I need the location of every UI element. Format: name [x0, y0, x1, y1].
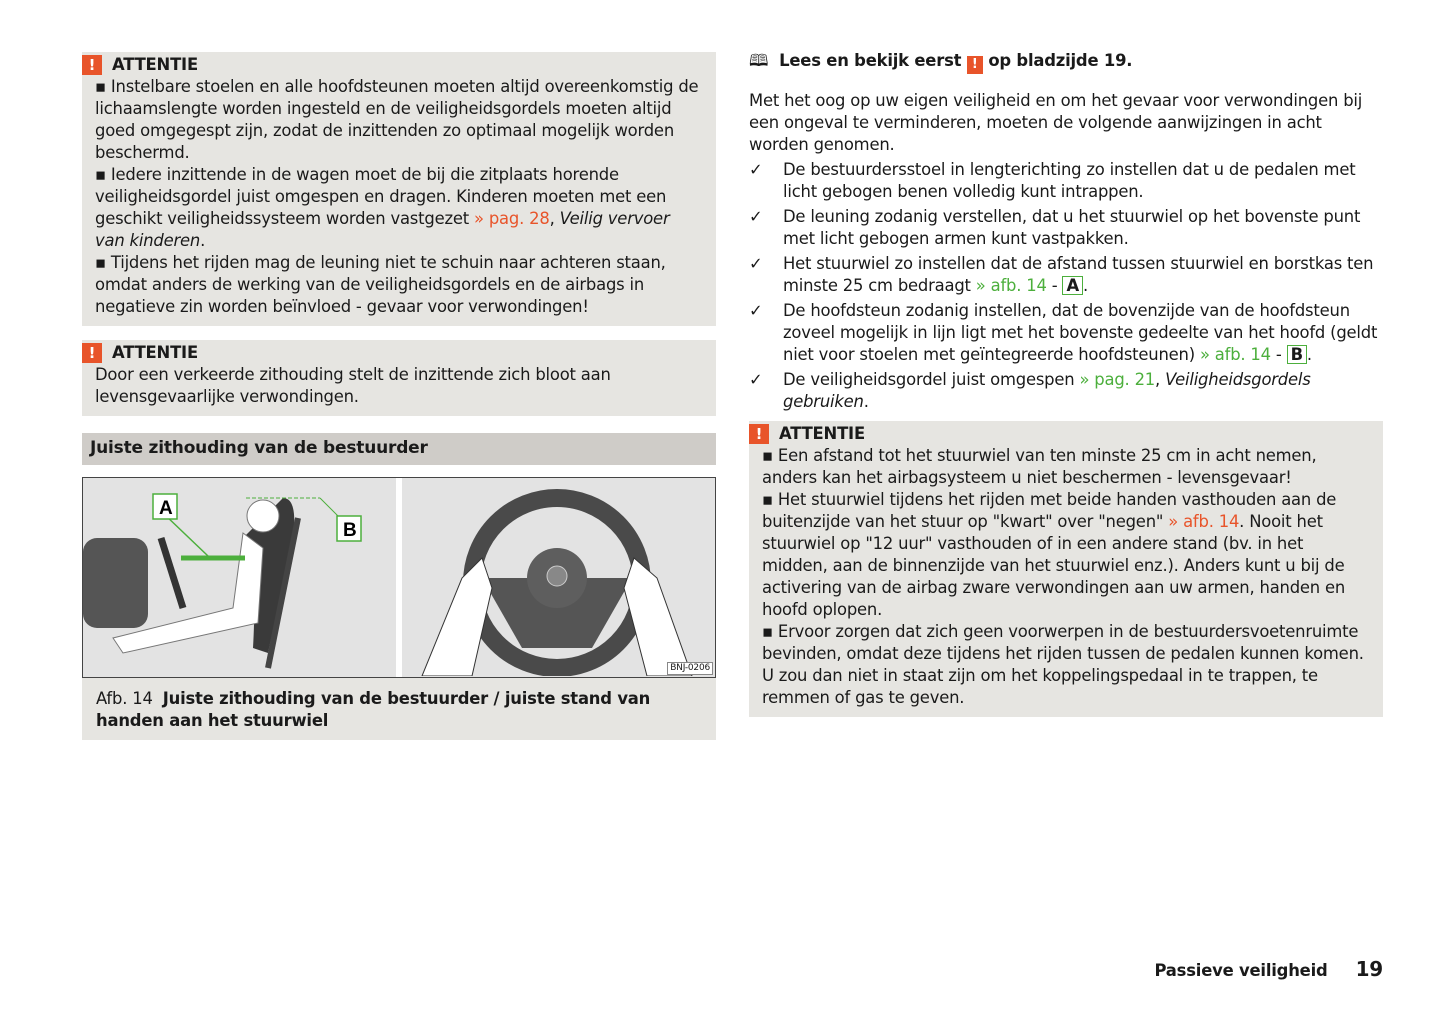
- list-item: ✓ De bestuurdersstoel in lengterichting zo instellen dat u de pedalen met licht gebogen benen volledig kunt intrappen.: [749, 160, 1356, 201]
- page-link[interactable]: » pag. 28: [473, 209, 550, 228]
- read-first-note: 🕮 Lees en bekijk eerst ! op bladzijde 19.: [749, 51, 1133, 72]
- warning-box-1: [82, 52, 716, 326]
- figure-14: [82, 477, 716, 678]
- page-footer: [1154, 958, 1383, 982]
- warning-text: ▪ Instelbare stoelen en alle hoofdsteunen moeten altijd overeenkomstig de lichaamslengte worden ingesteld en de veiligheidsgordels moeten altijd goed omgegespt zijn, zodat de inzittenden zo optimaal mogelijk worden beschermd.: [95, 77, 699, 162]
- left-column: [82, 52, 716, 740]
- warning-text: ▪ Ervoor zorgen dat zich geen voorwerpen in de bestuurdersvoetenruimte bevinden, omdat deze tijdens het rijden tussen de pedalen kunnen komen. U zou dan niet in staat zijn om het koppelingspedaal in te trappen, te remmen of gas te geven.: [762, 622, 1364, 707]
- figure-link[interactable]: » afb. 14: [975, 276, 1047, 295]
- warning-title: ATTENTIE: [112, 343, 198, 362]
- list-item: ✓ De veiligheidsgordel juist omgespen » pag. 21, Veiligheidsgordels gebruiken.: [749, 370, 1311, 411]
- figure-link[interactable]: » afb. 14: [1168, 512, 1240, 531]
- figure-link[interactable]: » afb. 14: [1199, 345, 1271, 364]
- section-heading: Juiste zithouding van de bestuurder: [82, 433, 716, 465]
- checklist: [749, 159, 1383, 413]
- footer-section: Passieve veiligheid: [1154, 961, 1328, 980]
- page-link[interactable]: » pag. 21: [1079, 370, 1156, 389]
- steering-wheel-illustration: [402, 478, 715, 677]
- right-column: [749, 50, 1383, 717]
- warning-text: ▪ Tijdens het rijden mag de leuning niet te schuin naar achteren staan, omdat anders de werking van de veiligheidsgordels en de airbags in negatieve zin worden beïnvloed - gevaar voor verwondingen!: [95, 253, 666, 316]
- warning-text: ▪ Het stuurwiel tijdens het rijden met beide handen vasthouden aan de buitenzijde van het stuur op "kwart" over "negen" » afb. 14. Nooit het stuurwiel op "12 uur" vasthouden of in een andere stand (bv. in het midden, aan de binnenzijde van het stuurwiel enz.). Anders kunt u bij de activering van de airbag zware verwondingen aan uw armen, handen en hoofd oplopen.: [762, 490, 1346, 619]
- label-b: B: [1287, 345, 1307, 364]
- label-a: A: [1062, 276, 1083, 295]
- warning-icon: !: [82, 55, 102, 75]
- page-number: 19: [1355, 957, 1383, 981]
- book-icon: 🕮: [749, 51, 769, 70]
- warning-icon: !: [967, 56, 983, 74]
- warning-box-3: [749, 421, 1383, 717]
- warning-title: ATTENTIE: [779, 424, 865, 443]
- label-a: A: [159, 498, 173, 519]
- label-b: B: [343, 520, 357, 541]
- warning-box-2: [82, 340, 716, 416]
- figure-caption: Afb. 14 Juiste zithouding van de bestuurder / juiste stand van handen aan het stuurwiel: [82, 678, 716, 740]
- list-item: ✓ De hoofdsteun zodanig instellen, dat de bovenzijde van de hoofdsteun zoveel mogelijk in lijn ligt met het bovenste gedeelte van het hoofd (geldt niet voor stoelen met geïntegreerde hoofdsteunen) » afb. 14 - B .: [749, 301, 1378, 364]
- list-item: ✓ De leuning zodanig verstellen, dat u het stuurwiel op het bovenste punt met licht gebogen armen kunt vastpakken.: [749, 207, 1361, 248]
- check-icon: ✓: [749, 254, 763, 273]
- intro-paragraph: Met het oog op uw eigen veiligheid en om het gevaar voor verwondingen bij een ongeval te verminderen, moeten de volgende aanwijzingen in acht worden genomen.: [749, 91, 1363, 154]
- check-icon: ✓: [749, 160, 763, 179]
- check-icon: ✓: [749, 370, 763, 389]
- warning-icon: !: [82, 343, 102, 363]
- figure-code: BNJ-0206: [667, 662, 713, 675]
- check-icon: ✓: [749, 301, 763, 320]
- list-item: ✓ Het stuurwiel zo instellen dat de afstand tussen stuurwiel en borstkas ten minste 25 cm bedraagt » afb. 14 - A .: [749, 254, 1374, 295]
- check-icon: ✓: [749, 207, 763, 226]
- warning-text: ▪ Een afstand tot het stuurwiel van ten minste 25 cm in acht nemen, anders kan het airbagsysteem u niet beschermen - levensgevaar!: [762, 446, 1317, 487]
- warning-title: ATTENTIE: [112, 55, 198, 74]
- warning-text: ▪ Iedere inzittende in de wagen moet de bij die zitplaats horende veiligheidsgordel juist omgespen en dragen. Kinderen moeten met een geschikt veiligheidssysteem worden vastgezet » pag. 28, Veilig vervoer van kinderen.: [95, 165, 670, 250]
- warning-text: Door een verkeerde zithouding stelt de inzittende zich bloot aan levensgevaarlijke verwondingen.: [95, 365, 611, 406]
- seating-position-illustration: [83, 478, 396, 677]
- warning-icon: !: [749, 424, 769, 444]
